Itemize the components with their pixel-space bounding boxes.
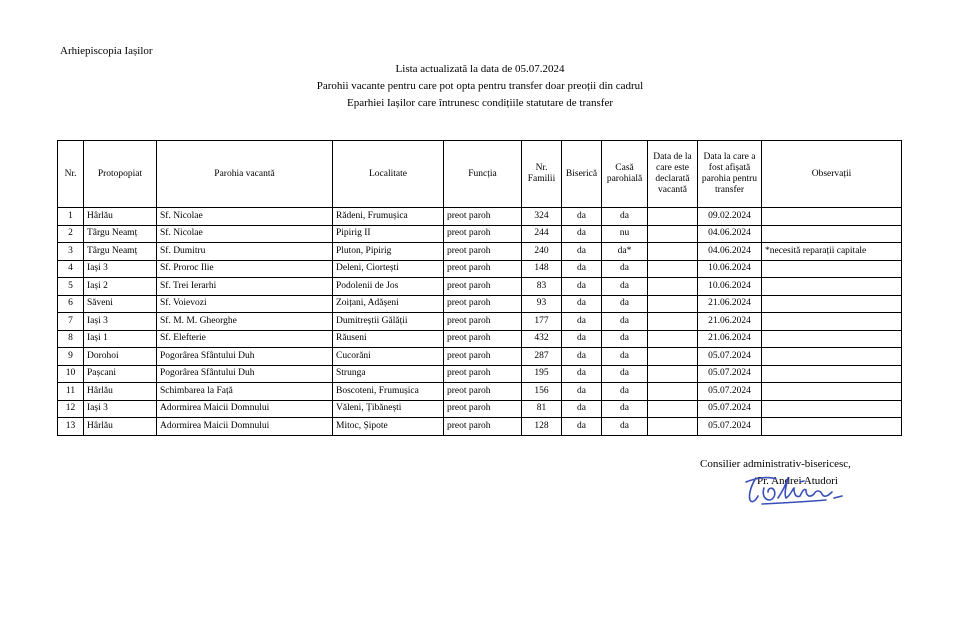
cell-localitate: Dumitreștii Gălății [333,313,444,331]
cell-observatii [762,278,902,296]
cell-localitate: Răuseni [333,330,444,348]
document-title: Lista actualizată la data de 05.07.2024 [395,63,565,75]
cell-biserica: da [562,348,602,366]
cell-familii: 128 [522,418,562,436]
cell-biserica: da [562,330,602,348]
table-row [58,225,902,243]
cell-data-vacanta [648,330,698,348]
table-row [58,348,902,366]
cell-familii: 195 [522,365,562,383]
cell-data-afisare: 21.06.2024 [698,330,762,348]
cell-protopopiat: Hârlău [84,208,157,226]
cell-nr: 5 [58,278,84,296]
cell-data-afisare: 21.06.2024 [698,313,762,331]
cell-casa: da [602,383,648,401]
cell-casa: da [602,260,648,278]
cell-familii: 156 [522,383,562,401]
cell-biserica: da [562,208,602,226]
document-subtitle-line-1: Parohii vacante pentru care pot opta pentru transfer doar preoții din cadrul [316,80,644,92]
cell-parohia: Pogorârea Sfântului Duh [157,348,333,366]
cell-parohia: Sf. Nicolae [157,225,333,243]
table-row [58,330,902,348]
signatory-name: Pr. Andrei Atudori [757,475,838,487]
cell-protopopiat: Pașcani [84,365,157,383]
table-row [58,418,902,436]
cell-casa: da* [602,243,648,261]
cell-localitate: Strunga [333,365,444,383]
cell-data-vacanta [648,348,698,366]
cell-data-afisare: 05.07.2024 [698,418,762,436]
cell-functia: preot paroh [444,313,522,331]
cell-localitate: Cucorăni [333,348,444,366]
cell-localitate: Mitoc, Șipote [333,418,444,436]
cell-observatii [762,225,902,243]
cell-biserica: da [562,295,602,313]
cell-data-vacanta [648,365,698,383]
cell-protopopiat: Iași 1 [84,330,157,348]
cell-protopopiat: Iași 3 [84,313,157,331]
cell-biserica: da [562,243,602,261]
cell-observatii [762,365,902,383]
col-header-nr: Nr. [58,141,84,208]
cell-biserica: da [562,400,602,418]
table-row [58,260,902,278]
cell-nr: 11 [58,383,84,401]
cell-casa: da [602,313,648,331]
cell-observatii [762,330,902,348]
col-header-biserica: Biserică [562,141,602,208]
cell-functia: preot paroh [444,260,522,278]
cell-protopopiat: Iași 3 [84,400,157,418]
cell-nr: 7 [58,313,84,331]
cell-protopopiat: Iași 3 [84,260,157,278]
cell-familii: 81 [522,400,562,418]
table-body [58,208,902,436]
cell-observatii [762,260,902,278]
cell-casa: da [602,330,648,348]
cell-biserica: da [562,313,602,331]
table-row [58,243,902,261]
cell-parohia: Sf. Voievozi [157,295,333,313]
handwritten-signature [742,470,852,510]
col-header-protopopiat: Protopopiat [84,141,157,208]
cell-functia: preot paroh [444,418,522,436]
cell-parohia: Sf. Elefterie [157,330,333,348]
cell-biserica: da [562,225,602,243]
cell-data-vacanta [648,418,698,436]
cell-protopopiat: Hârlău [84,383,157,401]
table-row [58,400,902,418]
cell-nr: 1 [58,208,84,226]
cell-data-afisare: 05.07.2024 [698,400,762,418]
table-row [58,208,902,226]
cell-localitate: Rădeni, Frumușica [333,208,444,226]
cell-casa: da [602,208,648,226]
cell-localitate: Văleni, Țibănești [333,400,444,418]
cell-observatii: *necesită reparații capitale [762,243,902,261]
cell-biserica: da [562,418,602,436]
cell-data-afisare: 10.06.2024 [698,260,762,278]
cell-familii: 287 [522,348,562,366]
cell-nr: 2 [58,225,84,243]
cell-localitate: Boscoteni, Frumușica [333,383,444,401]
cell-parohia: Sf. M. M. Gheorghe [157,313,333,331]
cell-data-vacanta [648,278,698,296]
cell-familii: 83 [522,278,562,296]
cell-nr: 12 [58,400,84,418]
cell-nr: 3 [58,243,84,261]
cell-casa: da [602,400,648,418]
cell-parohia: Pogorârea Sfântului Duh [157,365,333,383]
cell-data-afisare: 04.06.2024 [698,225,762,243]
cell-protopopiat: Târgu Neamț [84,243,157,261]
cell-casa: da [602,295,648,313]
cell-parohia: Adormirea Maicii Domnului [157,418,333,436]
col-header-familii: Nr. Familii [522,141,562,208]
cell-data-vacanta [648,295,698,313]
cell-protopopiat: Târgu Neamț [84,225,157,243]
cell-biserica: da [562,383,602,401]
organization-name: Arhiepiscopia Iașilor [60,45,153,57]
vacant-parishes-table [57,140,902,436]
cell-data-vacanta [648,243,698,261]
cell-familii: 240 [522,243,562,261]
col-header-observatii: Observații [762,141,902,208]
table-header-row [58,141,902,208]
cell-familii: 324 [522,208,562,226]
signatory-title: Consilier administrativ-bisericesc, [700,458,851,470]
cell-familii: 93 [522,295,562,313]
cell-data-vacanta [648,313,698,331]
col-header-data-vacanta: Data de la care este declarată vacantă [648,141,698,208]
cell-parohia: Sf. Trei Ierarhi [157,278,333,296]
cell-observatii [762,348,902,366]
table-row [58,278,902,296]
cell-functia: preot paroh [444,208,522,226]
cell-familii: 148 [522,260,562,278]
cell-data-vacanta [648,383,698,401]
cell-data-vacanta [648,225,698,243]
col-header-parohia: Parohia vacantă [157,141,333,208]
cell-functia: preot paroh [444,225,522,243]
cell-data-afisare: 04.06.2024 [698,243,762,261]
table-row [58,365,902,383]
cell-familii: 244 [522,225,562,243]
cell-data-afisare: 05.07.2024 [698,365,762,383]
cell-nr: 6 [58,295,84,313]
cell-casa: da [602,278,648,296]
cell-casa: nu [602,225,648,243]
cell-functia: preot paroh [444,400,522,418]
cell-nr: 8 [58,330,84,348]
col-header-functia: Funcția [444,141,522,208]
cell-data-vacanta [648,260,698,278]
cell-parohia: Schimbarea la Față [157,383,333,401]
cell-functia: preot paroh [444,243,522,261]
cell-casa: da [602,418,648,436]
cell-data-afisare: 21.06.2024 [698,295,762,313]
cell-familii: 432 [522,330,562,348]
table-row [58,295,902,313]
cell-data-vacanta [648,400,698,418]
cell-parohia: Sf. Dumitru [157,243,333,261]
cell-data-vacanta [648,208,698,226]
cell-functia: preot paroh [444,365,522,383]
cell-nr: 13 [58,418,84,436]
cell-localitate: Pluton, Pipirig [333,243,444,261]
cell-observatii [762,418,902,436]
cell-biserica: da [562,365,602,383]
cell-data-afisare: 09.02.2024 [698,208,762,226]
cell-parohia: Adormirea Maicii Domnului [157,400,333,418]
cell-observatii [762,400,902,418]
cell-localitate: Pipirig II [333,225,444,243]
cell-localitate: Zoițani, Adășeni [333,295,444,313]
cell-biserica: da [562,260,602,278]
cell-functia: preot paroh [444,383,522,401]
cell-functia: preot paroh [444,330,522,348]
cell-data-afisare: 05.07.2024 [698,383,762,401]
cell-localitate: Deleni, Ciortești [333,260,444,278]
cell-observatii [762,383,902,401]
cell-protopopiat: Săveni [84,295,157,313]
cell-observatii [762,208,902,226]
document-subtitle-line-2: Eparhiei Iașilor care întrunesc condițiile statutare de transfer [346,97,614,109]
cell-protopopiat: Dorohoi [84,348,157,366]
col-header-localitate: Localitate [333,141,444,208]
cell-nr: 10 [58,365,84,383]
cell-protopopiat: Hârlău [84,418,157,436]
table-row [58,313,902,331]
col-header-data-afisare: Data la care a fost afișată parohia pentru transfer [698,141,762,208]
cell-protopopiat: Iași 2 [84,278,157,296]
cell-familii: 177 [522,313,562,331]
cell-functia: preot paroh [444,278,522,296]
cell-nr: 9 [58,348,84,366]
cell-parohia: Sf. Nicolae [157,208,333,226]
cell-data-afisare: 05.07.2024 [698,348,762,366]
cell-casa: da [602,365,648,383]
cell-parohia: Sf. Proroc Ilie [157,260,333,278]
cell-nr: 4 [58,260,84,278]
col-header-casa: Casă parohială [602,141,648,208]
cell-data-afisare: 10.06.2024 [698,278,762,296]
cell-observatii [762,295,902,313]
cell-functia: preot paroh [444,348,522,366]
cell-observatii [762,313,902,331]
cell-localitate: Podolenii de Jos [333,278,444,296]
cell-casa: da [602,348,648,366]
cell-functia: preot paroh [444,295,522,313]
cell-biserica: da [562,278,602,296]
table-row [58,383,902,401]
